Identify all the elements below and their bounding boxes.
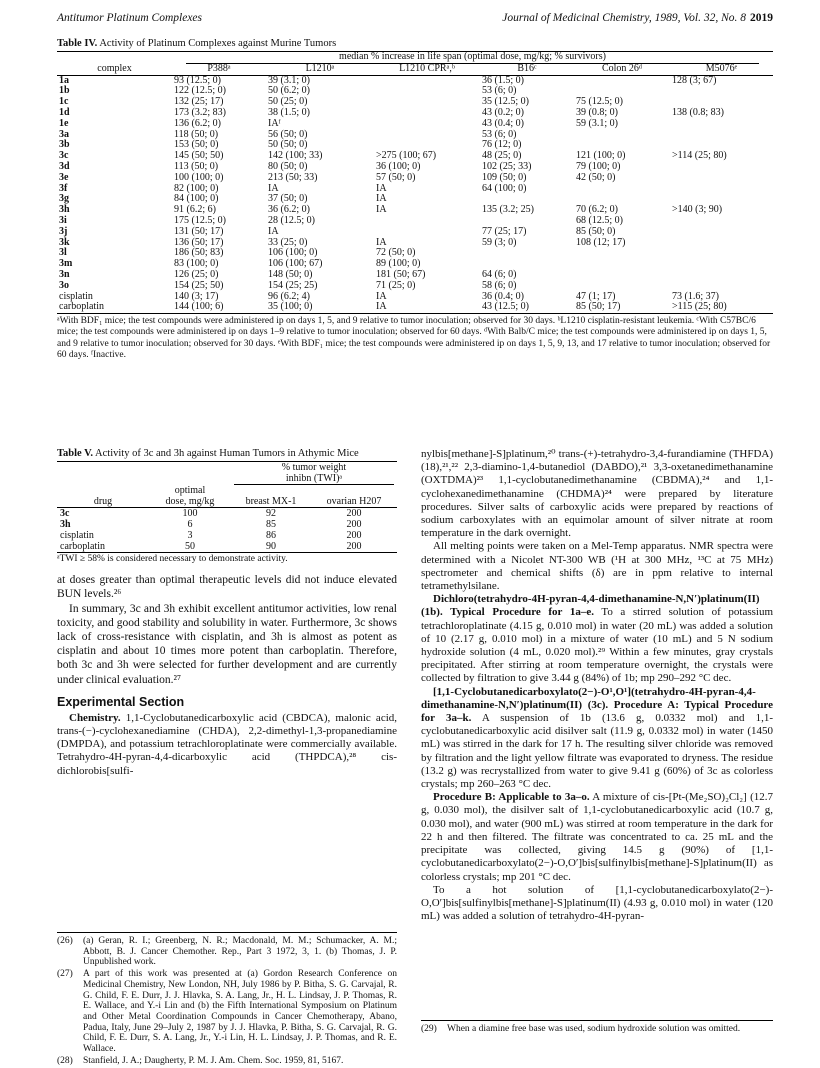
table-cell [374,108,480,119]
table-row [57,130,773,141]
table-cell [670,238,773,249]
table-row [57,270,773,281]
table-cell: 53 (6; 0) [482,85,517,97]
complex-id-cell: 3a [59,128,69,140]
table-cell: 36 (6.2; 0) [268,204,310,216]
drug-cell: 3c [60,508,70,519]
table-row [57,216,773,227]
table-cell [670,227,773,238]
complex-id-cell: 1e [59,117,69,129]
table-cell [374,130,480,141]
table-cell [670,119,773,130]
complex-id-cell: 3o [59,279,69,291]
table-iv-col-header: P388ᵃ [172,64,266,75]
table-cell: 100 (100; 0) [174,171,224,183]
section-heading: Experimental Section [57,694,185,709]
table-cell [670,184,773,195]
complex-id-cell: 3h [59,204,70,216]
table-cell [670,270,773,281]
table-row [57,530,397,541]
complex-id-cell: 3e [59,171,69,183]
table-cell [480,248,574,259]
table-cell: 39 (0.8; 0) [576,106,618,118]
page-footnote: (29) When a diamine free base was used, sodium hydroxide solution was omitted. [421,1020,773,1036]
table-cell [374,119,480,130]
table-cell: IA [376,193,387,205]
complex-id-cell: 3b [59,139,70,151]
table-cell: 136 (50; 17) [174,236,224,248]
table-row [57,75,773,86]
journal-citation: Journal of Medicinal Chemistry, 1989, Vol. 32, No. 8 2019 [502,12,773,24]
table-cell: 154 (25; 25) [268,279,318,291]
complex-id-cell: 1b [59,85,70,97]
table-v-col-dose-a: optimal [174,485,206,496]
table-cell: 6 [187,519,193,530]
paragraph: All melting points were taken on a Mel-Temp apparatus. NMR spectra were determined with a Nicolet NT-300 WB (¹H at 300 MHz, ¹³C at 75 MHz) spectrometer and chemical shifts (δ) are in ppm relative to internal tetramethylsilane. [421,540,773,593]
table-cell: 59 (3.1; 0) [576,117,618,129]
table-cell [374,75,480,86]
table-cell: 35 (100; 0) [266,302,374,313]
table-row [57,508,397,520]
table-cell: 200 [346,530,362,541]
table-cell [670,281,773,292]
table-cell [574,281,670,292]
table-cell [670,162,773,173]
table-cell [574,248,670,259]
table-cell: 142 (100; 33) [268,150,323,162]
paragraph: Procedure B: Applicable to 3a–o. A mixture of cis-[Pt-(Me₂SO)₂Cl₂] (12.7 g, 0.030 mol), the disilver salt of 1,1-cyclobutanedicarboxylic acid (10.7 g, 0.030 mol), and water (900 mL) was stirred at room temperature in the dark for 22 h and then filtered. The filtrate was concentrated to ca. 25 mL and the precipitate was collected, giving 14.5 g (90%) of [1,1-cyclobutanedicarboxylato(2−)-O,O′]bis[sulfinylbis[methane]-S]platinum(II) as colorless crystals; mp 201 °C dec. [421,791,773,883]
paragraph: Chemistry. 1,1-Cyclobutanedicarboxylic acid (CBDCA), malonic acid, trans-(−)-cyclohexanediamine (CHDA), 2,2-dimethyl-1,3-propanediamine (DMPDA), and potassium tetrachloroplatinate were commercially available. Tetrahydro-4H-pyran-4,4-dicarboxylic acid (THPDCA),²⁸ cis-dichlorobis[sulfi- [57,711,398,777]
table-cell: >114 (25; 80) [672,150,727,162]
table-cell: 132 (25; 17) [174,96,224,108]
table-cell: 48 (25; 0) [482,150,522,162]
table-cell: IAᶠ [268,117,281,129]
references [57,932,397,1067]
table-cell: 68 (12.5; 0) [576,214,623,226]
table-cell: 108 (12; 17) [576,236,626,248]
table-row [57,184,773,195]
table-cell: 72 (50; 0) [376,247,416,259]
table-iv-col-header: Colon 26ᵈ [574,64,670,75]
paragraph: at doses greater than optimal therapeutic levels did not induce elevated BUN levels.²⁶ [57,574,397,601]
table-cell [574,184,670,195]
complex-id-cell: 3k [59,236,70,248]
table-cell: 200 [346,519,362,530]
table-cell: 175 (12.5; 0) [174,214,226,226]
table-cell: 50 (6.2; 0) [268,85,310,97]
table-row [57,281,773,292]
table-cell: 77 (25; 17) [482,225,527,237]
drug-cell: carboplatin [57,541,149,553]
table-cell: 181 (50; 67) [376,268,426,280]
table-cell: >275 (100; 67) [376,150,437,162]
table-cell [670,216,773,227]
table-v [57,448,397,565]
table-cell: 140 (3; 17) [174,290,219,302]
table-iv-footnote: ᵃWith BDF₁ mice; the test compounds were administered ip on days 1, 5, and 9 relative to tumor inoculation; observed for 30 days. ᵇL1210 cisplatin-resistant leukemia. ᶜWith C57BC/6 mice; the test compounds were administered ip on days 1–9 relative to tumor inoculation; observed for 60 days. ᵈWith Balb/C mice; the test compounds were administered ip on days 1, 5, and 9 relative to tumor inoculation; observed for 30 days. ᵉWith BDF₁ mice; the test compounds were administered ip on days 1, 5, 9, 13, and 17 relative to tumor inoculation; observed for 60 days. ᶠInactive. [57,316,771,360]
complex-id-cell: 1a [59,74,69,86]
table-cell: 36 (100; 0) [376,160,421,172]
paragraph: Dichloro(tetrahydro-4H-pyran-4,4-dimethanamine-N,N′)platinum(II) (1b). Typical Procedure for 1a–e. To a stirred solution of potassium tetrachloroplatinate (4.15 g, 0.010 mol) in water (20 mL) was added a solution of 10 (2.17 g, 0.010 mol) in a mixture of water (10 mL) and 5 N sodium hydroxide solution (4 mL, 0.020 mol).²⁹ Within a few minutes, gray crystals precipitated. After stirring at room temperature overnight, the crystals were collected by filtration to give 3.44 g (84%) of 1b; mp 290–292 °C dec. [421,593,774,685]
table-cell: 36 (1.5; 0) [482,74,524,86]
table-cell: 47 (1; 17) [576,290,616,302]
table-cell: 50 [149,541,231,553]
table-cell: 73 (1.6; 37) [672,290,719,302]
table-cell: 35 (12.5; 0) [482,96,529,108]
table-cell [670,259,773,270]
complex-id-cell: 3l [59,247,67,259]
table-cell: 57 (50; 0) [376,171,416,183]
table-cell [670,173,773,184]
table-cell: 200 [346,508,362,519]
table-cell: 84 (100; 0) [174,193,219,205]
table-cell: 128 (3; 67) [672,74,717,86]
paragraph: To a hot solution of [1,1-cyclobutanedicarboxylato(2−)-O,O′]bis[sulfinylbis[methane]-S]platinum(II) (4.93 g, 0.010 mol) in water (120 mL) was added a solution of tetrahydro-4H-pyran- [421,883,773,923]
table-cell: 64 (100; 0) [482,182,527,194]
paragraph: [1,1-Cyclobutanedicarboxylato(2−)-O¹,O¹](tetrahydro-4H-pyran-4,4-dimethanamine-N,N′)platinum(II) (3c). Procedure A: Typical Procedure for 3a–k. A suspension of 1b (13.6 g, 0.0332 mol) and 1,1-cyclobutanedicarboxylic acid disilver salt (11.9 g, 0.0332 mol) in water (1450 mL) was stirred in the dark for 17 h. The resulting silver chloride was removed by filtration and the light yellow filtrate was evaporated to dryness. The residue (13.2 g) was recrystallized from water to give 9.41 g (60%) of 3c as colorless crystals; mp 260–263 °C dec. [421,685,773,791]
table-cell: 145 (50; 50) [174,150,224,162]
table-cell: 59 (3; 0) [482,236,517,248]
table-row [57,97,773,108]
complex-id-cell: 3n [59,268,70,280]
left-column [57,448,397,778]
table-cell: 109 (50; 0) [482,171,527,183]
table-cell: 28 (12.5; 0) [268,214,315,226]
table-row [57,162,773,173]
table-cell: IA [268,225,279,237]
table-v-col-drug: drug [57,496,149,508]
table-cell: IA [376,290,387,302]
table-cell: 85 (50; 0) [576,225,616,237]
table-cell: 33 (25; 0) [268,236,308,248]
page-number: 2019 [750,12,773,24]
table-cell: 56 (50; 0) [268,128,308,140]
table-cell [374,86,480,97]
table-cell: 36 (0.4; 0) [482,290,524,302]
table-row [57,302,773,313]
table-cell: IA [376,236,387,248]
table-v-col-breast: breast MX-1 [231,496,311,508]
table-row [57,194,773,205]
complex-id-cell: 3m [59,258,73,270]
table-row [57,86,773,97]
table-iv-col-header: L1210ᵃ [266,64,374,75]
table-cell: >115 (25; 80) [670,302,773,313]
table-cell: 126 (25; 0) [174,268,219,280]
table-cell: 118 (50; 0) [174,128,219,140]
table-cell: 106 (100; 0) [268,247,318,259]
table-row [57,541,397,553]
complex-id-cell: 3i [59,214,67,226]
table-cell: 43 (12.5; 0) [480,302,574,313]
table-row [57,119,773,130]
table-cell: 50 (25; 0) [268,96,308,108]
table-cell: 100 [182,508,198,519]
table-cell: 50 (50; 0) [268,139,308,151]
table-cell: 91 (6.2; 6) [174,204,216,216]
table-iv-caption: Table IV. Activity of Platinum Complexes against Murine Tumors [57,38,337,49]
table-cell: 86 [266,530,276,541]
table-cell: 70 (6.2; 0) [576,204,618,216]
table-cell: IA [376,182,387,194]
table-cell: 58 (6; 0) [482,279,517,291]
table-cell [574,259,670,270]
table-cell: 200 [311,541,397,553]
table-cell: 85 (50; 17) [574,302,670,313]
table-cell [574,270,670,281]
table-cell: 113 (50; 0) [174,160,219,172]
table-row [57,173,773,184]
table-cell: 154 (25; 50) [174,279,224,291]
table-cell: 92 [266,508,276,519]
table-cell: 82 (100; 0) [174,182,219,194]
table-cell: 96 (6.2; 4) [268,290,310,302]
table-cell: 80 (50; 0) [268,160,308,172]
table-cell: 136 (6.2; 0) [174,117,221,129]
table-iv-span-header: median % increase in life span (optimal dose, mg/kg; % survivors) [172,52,773,64]
table-cell: IA [374,302,480,313]
complex-id-cell: 1d [59,106,70,118]
table-cell: 122 (12.5; 0) [174,85,226,97]
table-cell: 64 (6; 0) [482,268,517,280]
complex-id-cell: 3f [59,182,68,194]
table-cell [670,86,773,97]
table-v-footnote: ᵃTWI ≥ 58% is considered necessary to demonstrate activity. [57,554,288,564]
table-cell: 42 (50; 0) [576,171,616,183]
table-cell: 71 (25; 0) [376,279,416,291]
table-iv-col-complex: complex [57,64,172,75]
table-row [57,108,773,119]
complex-id-cell: 3d [59,160,70,172]
table-v-caption: Table V. Activity of 3c and 3h against Human Tumors in Athymic Mice [57,448,359,459]
reference-item: (28) Stanfield, J. A.; Daugherty, P. M. J. Am. Chem. Soc. 1959, 81, 5167. [57,1055,344,1066]
table-cell: 121 (100; 0) [576,150,626,162]
table-cell [374,97,480,108]
running-title: Antitumor Platinum Complexes [57,12,203,24]
table-iv-col-header: L1210 CPRᵃ,ᵇ [374,64,480,75]
reference-item: (27) A part of this work was presented at (a) Gordon Research Conference on Medicinal Chemistry, New London, NH, July 1986 by P. Bitha, S. G. Carvajal, R. G. Child, F. E. Durr, J. J. Hlavka, S. A. Lang, Jr., H. L. Lindsay, J. P. Thomas, R. E. Wallace, and Y.-i Lin and (b) the Fifth International Symposium on Platinum and Other Metal Coordination Compounds in Cancer Chemotherapy, Abano, Padua, Italy, June 29–July 2, 1987 by J. J. Hlavka, P. Bitha, S. G. Carvajal, R. G. Child, F. E. Durr, S. A. Lang, Jr., Y.-i Lin, H. L. Lindsay, J. P. Thomas, and R. E. Wallace. [57,969,397,1055]
table-cell: 79 (100; 0) [576,160,621,172]
table-cell [374,216,480,227]
table-cell: 173 (3.2; 83) [174,106,226,118]
table-cell: 153 (50; 0) [174,139,219,151]
table-cell: 75 (12.5; 0) [576,96,623,108]
table-iv-col-header: M5076ᵉ [670,64,773,75]
table-cell: 85 [266,519,276,530]
table-row [57,292,773,303]
complex-id-cell: 3g [59,193,69,205]
table-cell: 90 [231,541,311,553]
table-row [57,519,397,530]
right-column [421,448,773,923]
table-cell: 37 (50; 0) [268,193,308,205]
table-cell: 213 (50; 33) [268,171,318,183]
table-cell [574,130,670,141]
complex-id-cell: 3c [59,150,69,162]
table-cell: 39 (3.1; 0) [268,74,310,86]
table-cell: 148 (50; 0) [268,268,313,280]
table-iv-col-header: B16ᶜ [480,64,574,75]
table-cell: 186 (50; 83) [174,247,224,259]
table-cell: IA [268,182,279,194]
complex-id-cell: cisplatin [59,290,93,302]
table-cell: 76 (12; 0) [482,139,522,151]
table-cell: 93 (12.5; 0) [174,74,221,86]
table-cell [670,248,773,259]
table-cell: 43 (0.2; 0) [482,106,524,118]
table-cell [670,130,773,141]
table-v-span-header: % tumor weight inhibn (TWI)ᵃ [231,462,397,486]
reference-item: (26) (a) Geran, R. I.; Greenberg, N. R.; Macdonald, M. M.; Schumacker, A. M.; Abbott, B. J. Cancer Chemother. Rep., Part 3 1972, 3, 1. (b) Thomas, J. P. Unpublished work. [57,936,397,968]
table-cell: 106 (100; 67) [268,258,323,270]
table-cell: 43 (0.4; 0) [482,117,524,129]
table-cell: 3 [187,530,193,541]
drug-cell: 3h [60,519,71,530]
complex-id-cell: 3j [59,225,68,237]
table-iv [57,38,773,361]
table-cell: 38 (1.5; 0) [268,106,310,118]
table-cell: 89 (100; 0) [376,258,421,270]
table-cell: IA [376,204,387,216]
table-cell: 131 (50; 17) [174,225,224,237]
table-row [57,238,773,249]
table-cell: 83 (100; 0) [174,258,219,270]
table-cell: 144 (100; 6) [172,302,266,313]
table-row [57,227,773,238]
complex-id-cell: 1c [59,96,69,108]
paragraph: In summary, 3c and 3h exhibit excellent antitumor activities, low renal toxicity, and good stability and solubility in water. Furthermore, 3c shows lack of cross-resistance with cisplatin, and 3h is almost as potent as cisplatin and about 10 times more potent than carboplatin. Therefore, both 3c and 3h were selected for further development and are currently under clinical evaluation.²⁷ [57,602,397,686]
table-v-col-ovarian: ovarian H207 [311,496,397,508]
table-cell: 138 (0.8; 83) [672,106,724,118]
paragraph: nylbis[methane]-S]platinum,²⁰ trans-(+)-tetrahydro-3,4-furandiamine (THFDA) (18),²¹,²² 2,3-diamino-1,4-butanediol (DABDO),²¹ 3,3-oxetanedimethanamine (OXTDMA)²³ 1,1-cyclobutanedimethanamine (CBDMA),²⁴ and 1,1-cyclohexanedimethanamine (CHDMA)²⁴ were prepared by literature procedures. Silver salts of carboxylic acids were prepared by reactions of sodium carboxylates with an equimolar amount of silver nitrate at room temperature in the dark overnight. [421,448,773,540]
table-cell: >140 (3; 90) [672,204,723,216]
complex-id-cell: carboplatin [57,302,172,313]
table-cell: 53 (6; 0) [482,128,517,140]
table-cell [374,227,480,238]
drug-cell: cisplatin [60,530,94,541]
table-cell: 135 (3.2; 25) [482,204,534,216]
table-cell [574,75,670,86]
table-iv-grid [57,51,773,314]
table-row [57,205,773,216]
table-v-col-dose-b: dose, mg/kg [149,496,231,508]
table-cell: 102 (25; 33) [482,160,532,172]
running-header [57,12,773,28]
table-v-grid [57,461,397,553]
